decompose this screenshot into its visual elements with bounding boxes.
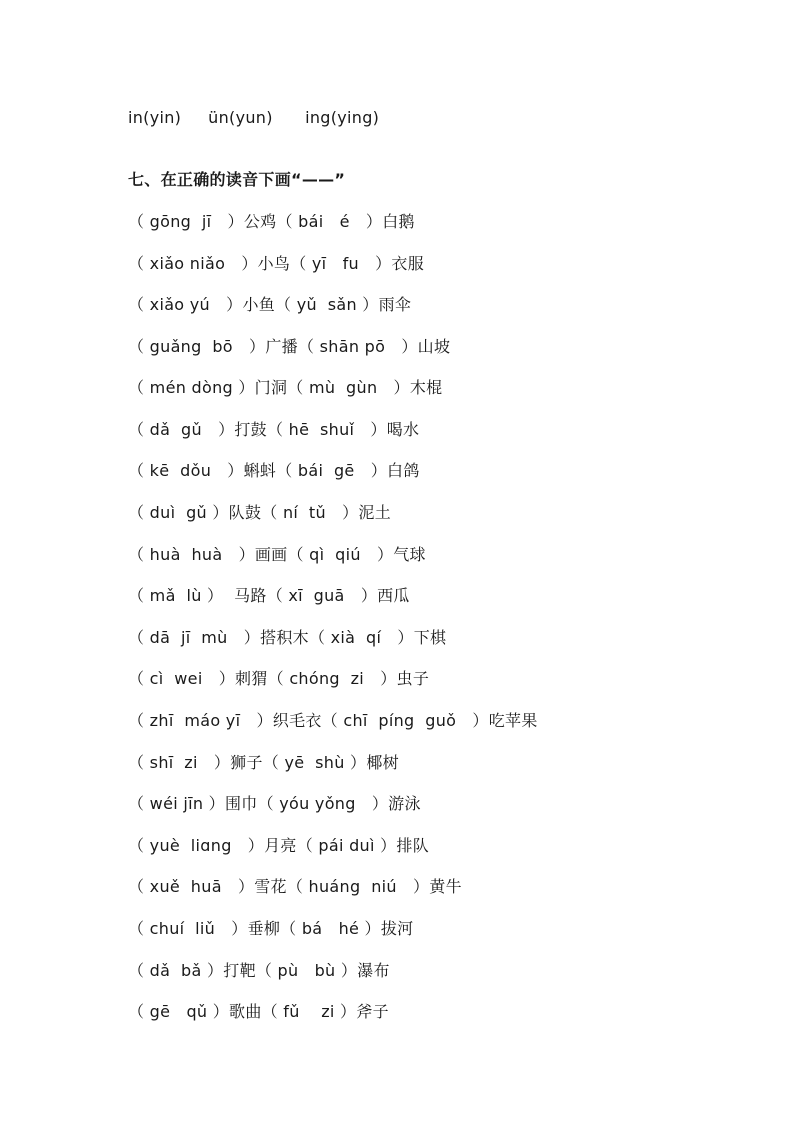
exercise-item: （ guǎng bō ）广播（ shān pō ）山坡 [128,337,451,356]
exercise-item: （ chuí liǔ ）垂柳（ bá hé ）拔河 [128,919,414,938]
exercise-item: （ wéi jīn ）围巾（ yóu yǒng ）游泳 [128,794,421,813]
vowel-examples-line: in(yin) ün(yun) ing(ying) [128,108,380,127]
exercise-item: （ dǎ bǎ ）打靶（ pù bù ）瀑布 [128,961,390,980]
exercise-item: （ mén dòng ）门洞（ mù gùn ）木棍 [128,378,443,397]
exercise-item: （ kē dǒu ）蝌蚪（ bái gē ）白鸽 [128,461,420,480]
exercise-item: （ gōng jī ）公鸡（ bái é ）白鹅 [128,212,415,231]
section-title: 七、在正确的读音下画“——” [128,170,346,189]
exercise-item: （ dā jī mù ）搭积木（ xià qí ）下棋 [128,628,447,647]
exercise-item: （ mǎ lù ） 马路（ xī guā ）西瓜 [128,586,410,605]
exercise-item: （ zhī máo yī ）织毛衣（ chī píng guǒ ）吃苹果 [128,711,538,730]
exercise-item: （ shī zi ）狮子（ yē shù ）椰树 [128,753,399,772]
exercise-item: （ cì wei ）刺猬（ chóng zi ）虫子 [128,669,430,688]
exercise-item: （ gē qǔ ）歌曲（ fǔ zi ）斧子 [128,1002,389,1021]
exercise-item: （ xiǎo yú ）小鱼（ yǔ sǎn ）雨伞 [128,295,412,314]
exercise-item: （ duì gǔ ）队鼓（ ní tǔ ）泥土 [128,503,391,522]
exercise-item: （ huà huà ）画画（ qì qiú ）气球 [128,545,426,564]
exercise-item: （ dǎ gǔ ）打鼓（ hē shuǐ ）喝水 [128,420,420,439]
exercise-item: （ yuè liɑng ）月亮（ pái duì ）排队 [128,836,430,855]
exercise-item: （ xuě huā ）雪花（ huáng niú ）黄牛 [128,877,462,896]
exercise-item: （ xiǎo niǎo ）小鸟（ yī fu ）衣服 [128,254,425,273]
